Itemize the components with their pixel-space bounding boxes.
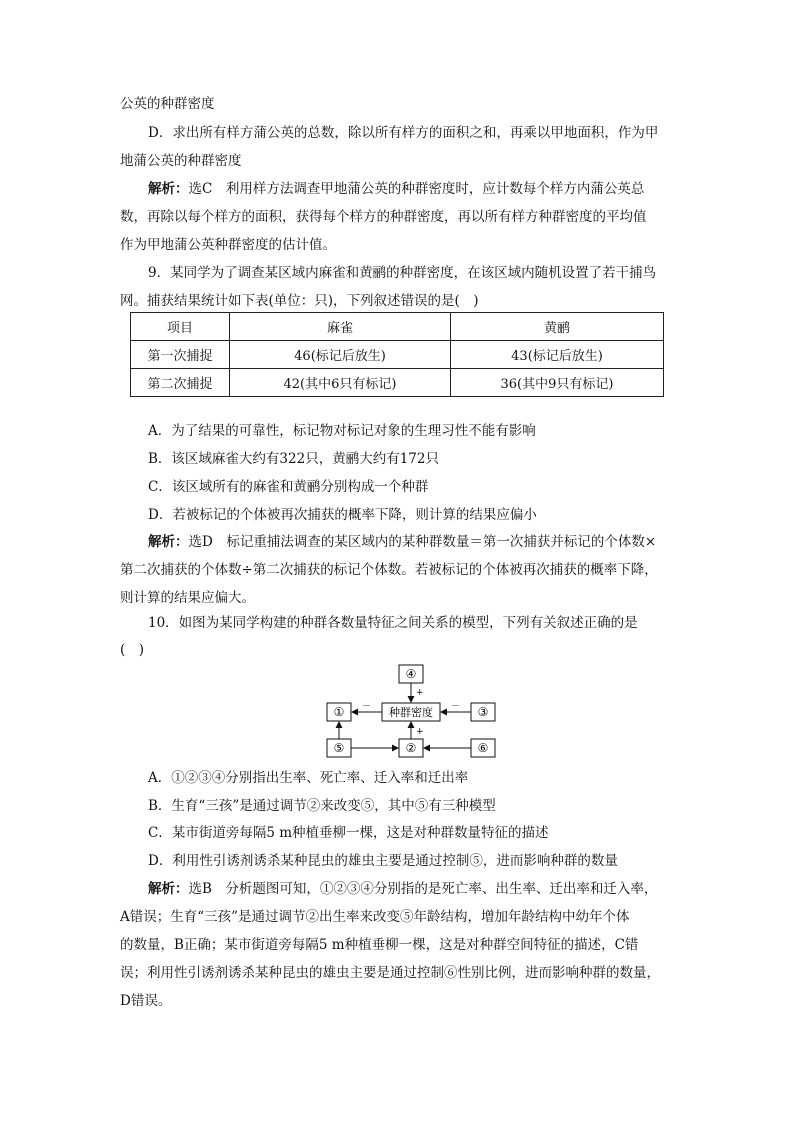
analysis-label: 解析：	[148, 534, 189, 550]
analysis-line: D错误。	[120, 993, 172, 1009]
q9-stem: 9．某同学为了调查某区域内麻雀和黄鹂的种群密度，在该区域内随机设置了若干捕鸟	[148, 265, 657, 281]
node-1-label: ①	[333, 705, 345, 719]
q9-option-d: D．若被标记的个体被再次捕获的概率下降，则计算的结果应偏小	[148, 507, 537, 523]
table-header-row	[131, 313, 664, 341]
table-row	[131, 341, 664, 369]
node-4-box	[399, 665, 423, 683]
analysis-text: 选B 分析题图可知，①②③④分别指的是死亡率、出生率、迁出率和迁入率，	[188, 881, 658, 897]
analysis-line: 误；利用性引诱剂诱杀某种昆虫的雄虫主要是通过控制⑥性别比例，进而影响种群的数量，	[120, 965, 660, 981]
q9-option-a: A．为了结果的可靠性，标记物对标记对象的生理习性不能有影响	[148, 423, 536, 439]
table-cell: 第一次捕捉	[131, 341, 230, 369]
option-d-line: D．求出所有样方蒲公英的总数，除以所有样方的面积之和，再乘以甲地面积，作为甲	[148, 125, 659, 141]
center-box	[382, 703, 440, 721]
node-6-box	[471, 739, 495, 757]
table-cell: 36(其中9只有标记)	[451, 369, 664, 397]
center-label: 种群密度	[389, 706, 433, 719]
node-5-label: ⑤	[333, 741, 345, 755]
analysis-line	[148, 879, 680, 899]
table-cell: 第二次捕捉	[131, 369, 230, 397]
analysis-text: 选D 标记重捕法调查的某区域内的某种群数量＝第一次捕获并标记的个体数×	[188, 534, 657, 550]
analysis-line	[148, 179, 680, 199]
analysis-line	[148, 532, 680, 552]
q10-option-b: B．生育“三孩”是通过调节②来改变⑤，其中⑤有三种模型	[148, 798, 496, 814]
text-line: 地蒲公英的种群密度	[120, 153, 242, 169]
q10-stem: ( )	[120, 642, 145, 658]
population-model-diagram	[318, 662, 508, 764]
table-header-cell: 麻雀	[230, 313, 451, 341]
node-2-label: ②	[405, 741, 417, 755]
minus-sign: －	[451, 702, 461, 712]
table-header-cell: 项目	[131, 313, 230, 341]
analysis-line: 作为甲地蒲公英种群密度的估计值。	[120, 237, 336, 253]
plus-sign: +	[416, 688, 424, 698]
q9-result-table	[130, 312, 664, 397]
analysis-text: 选C 利用样方法调查甲地蒲公英的种群密度时，应计数每个样方内蒲公英总	[188, 181, 645, 197]
q10-option-d: D．利用性引诱剂诱杀某种昆虫的雄虫主要是通过控制⑤，进而影响种群的数量	[148, 853, 618, 869]
table-cell: 43(标记后放生)	[451, 341, 664, 369]
table-cell: 46(标记后放生)	[230, 341, 451, 369]
minus-sign: －	[362, 702, 372, 712]
analysis-line: 第二次捕获的个体数÷第二次捕获的标记个体数。若被标记的个体被再次捕获的概率下降，	[120, 562, 658, 578]
node-1-box	[327, 703, 351, 721]
text-line: 公英的种群密度	[120, 96, 215, 112]
node-4-label: ④	[405, 667, 417, 681]
analysis-line: 的数量，B正确；某市街道旁每隔5 m种植垂柳一棵，这是对种群空间特征的描述，C错	[120, 937, 639, 953]
table-cell: 42(其中6只有标记)	[230, 369, 451, 397]
node-2-box	[399, 739, 423, 757]
node-5-box	[327, 739, 351, 757]
node-3-box	[471, 703, 495, 721]
analysis-line: 数，再除以每个样方的面积，获得每个样方的种群密度，再以所有样方种群密度的平均值	[120, 209, 647, 225]
q9-option-b: B．该区域麻雀大约有322只，黄鹂大约有172只	[148, 451, 439, 467]
q10-option-c: C．某市街道旁每隔5 m种植垂柳一棵，这是对种群数量特征的描述	[148, 825, 549, 841]
node-6-label: ⑥	[477, 741, 489, 755]
node-3-label: ③	[477, 705, 489, 719]
q9-option-c: C．该区域所有的麻雀和黄鹂分别构成一个种群	[148, 479, 429, 495]
plus-sign: +	[416, 727, 424, 737]
analysis-line: 则计算的结果应偏大。	[120, 590, 255, 606]
analysis-label: 解析：	[148, 881, 189, 897]
analysis-label: 解析：	[148, 181, 189, 197]
q9-stem: 网。捕获结果统计如下表(单位：只)，下列叙述错误的是( )	[120, 293, 479, 309]
table-header-cell: 黄鹂	[451, 313, 664, 341]
table-row	[131, 369, 664, 397]
analysis-line: A错误；生育“三孩”是通过调节②出生率来改变⑤年龄结构，增加年龄结构中幼年个体	[120, 909, 630, 925]
q10-option-a: A．①②③④分别指出生率、死亡率、迁入率和迁出率	[148, 770, 469, 786]
q10-stem: 10．如图为某同学构建的种群各数量特征之间关系的模型，下列有关叙述正确的是	[148, 615, 638, 631]
